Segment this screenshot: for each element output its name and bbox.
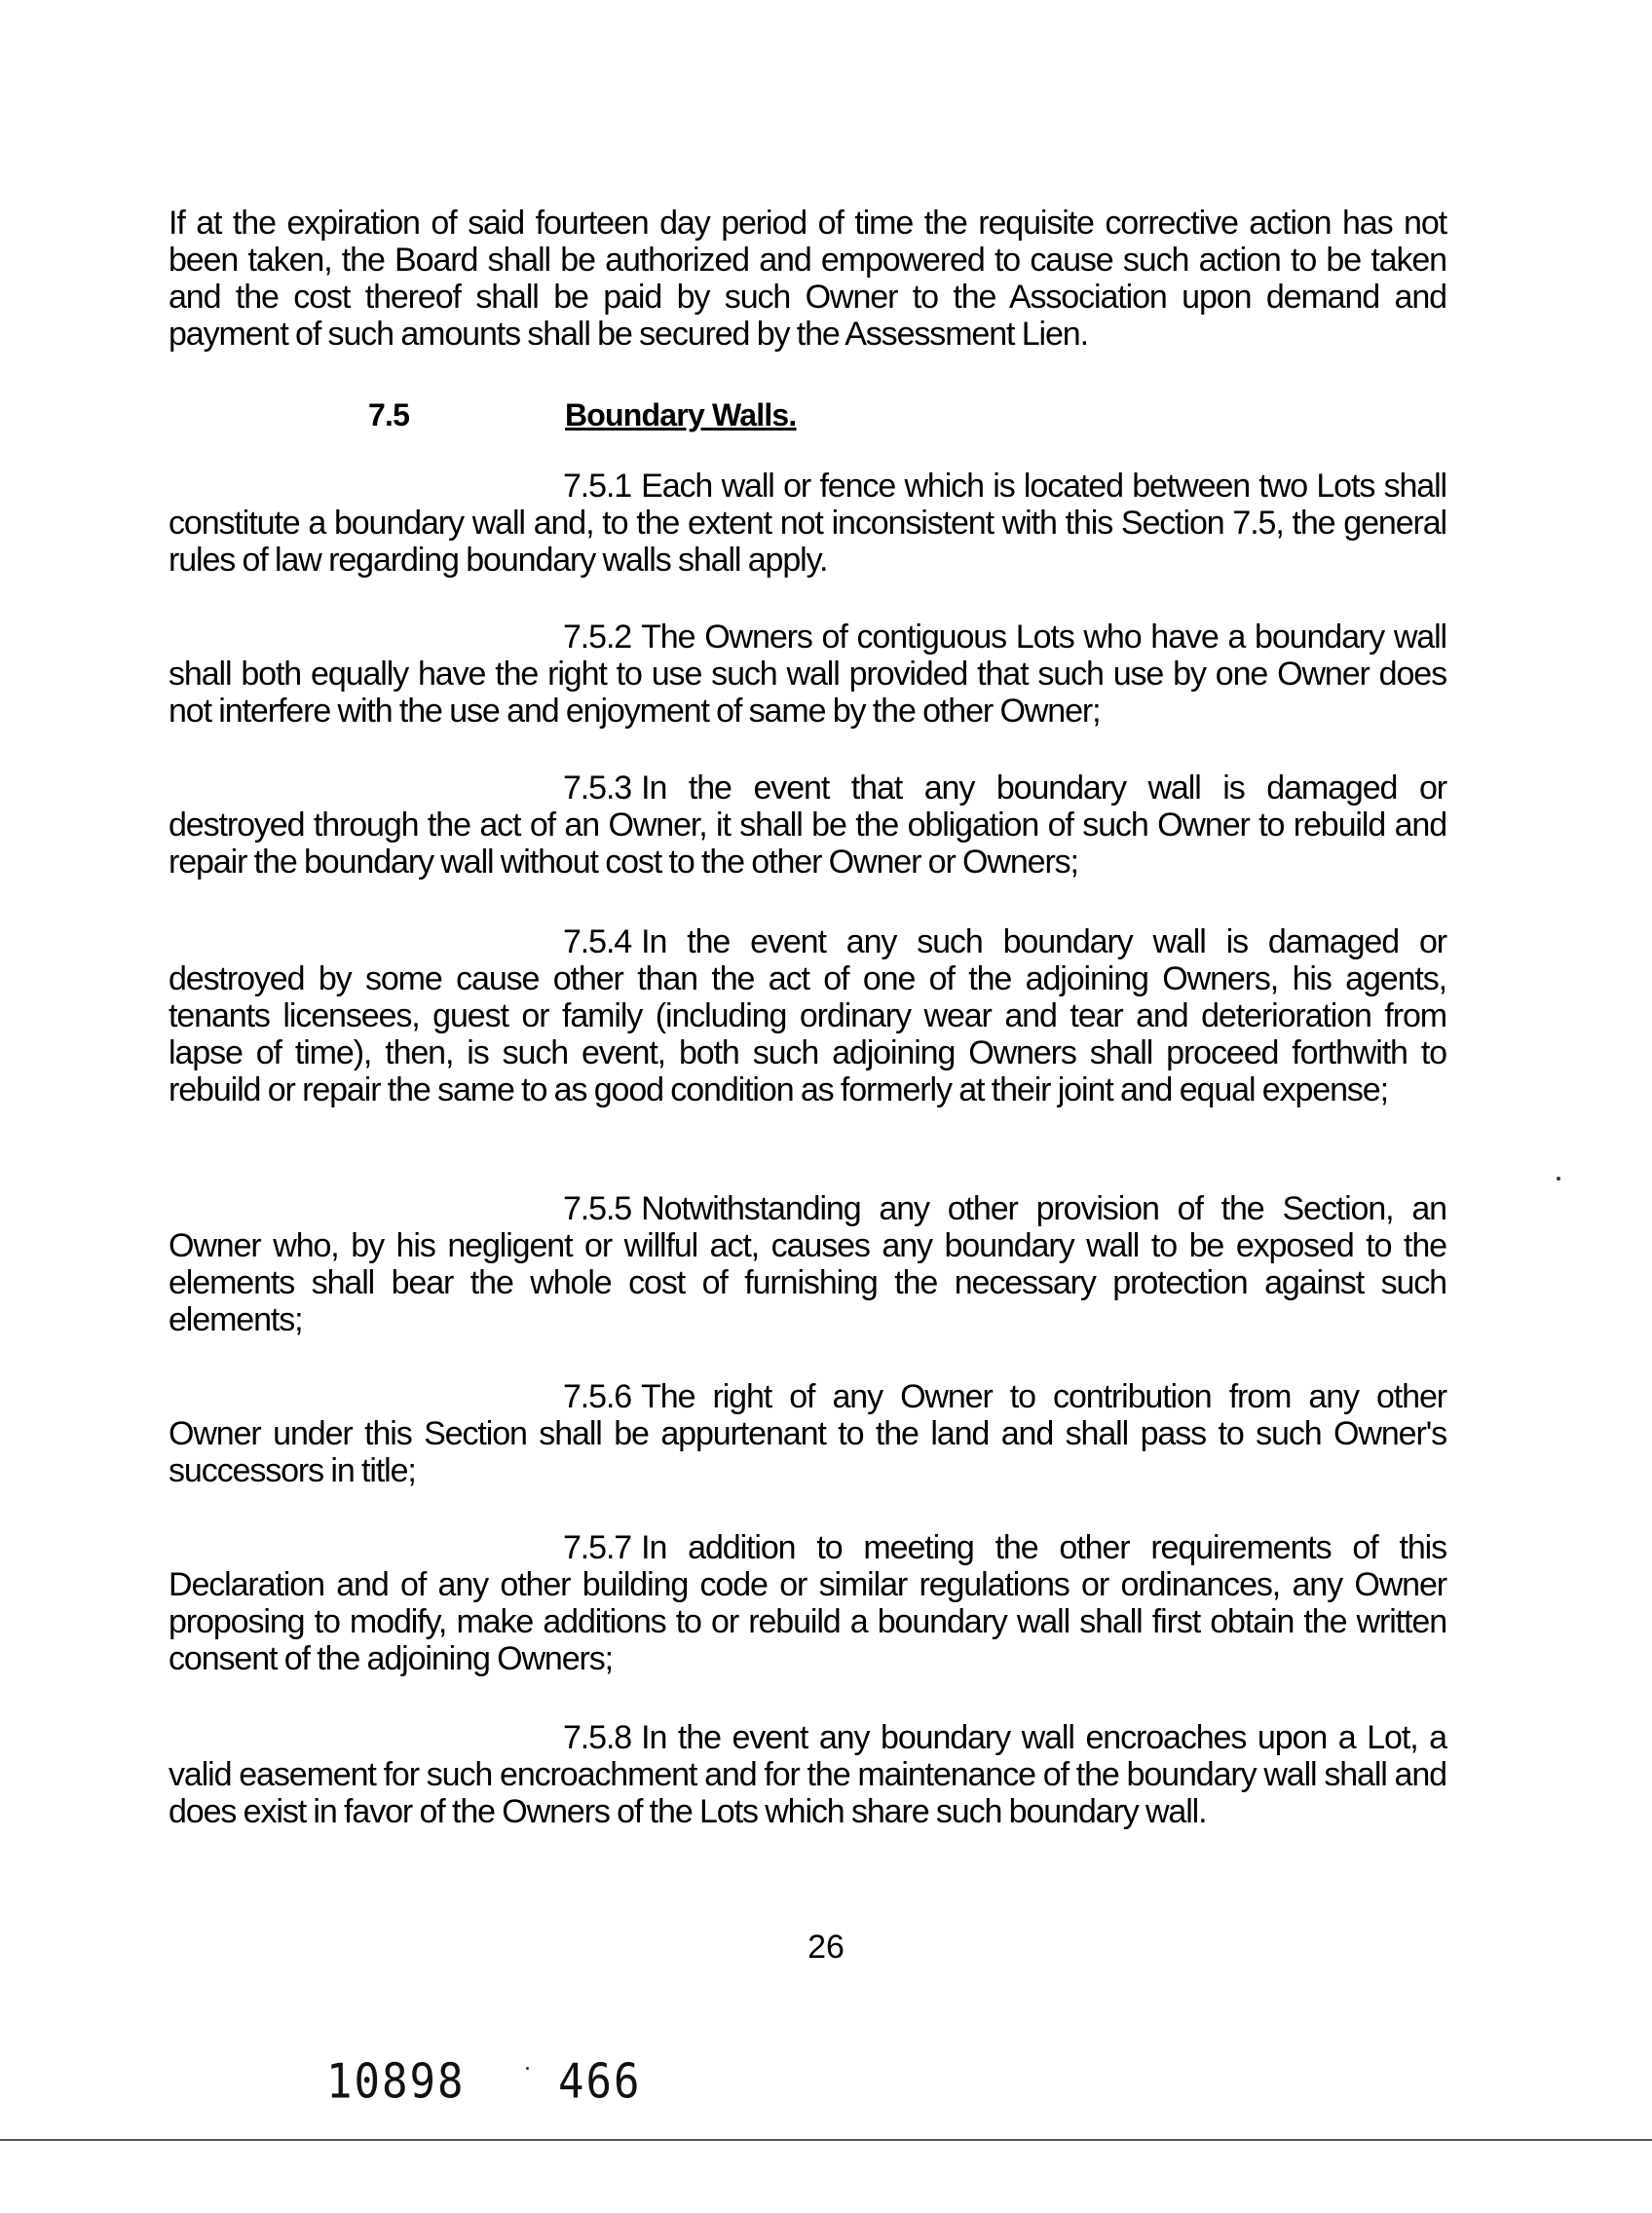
subsection-text: The right of any Owner to contribution from any other Owner under this Section shall be appurtenant to the land and shall pass to such Owner's successors in title; <box>169 1378 1446 1489</box>
subsection-7-5-8 <box>169 1719 1446 1830</box>
scan-speck <box>526 2067 529 2070</box>
subsection-7-5-7 <box>169 1529 1446 1677</box>
recording-stamp-page: 466 <box>558 2053 642 2111</box>
subsection-number: 7.5.1 <box>563 468 632 505</box>
subsection-7-5-6 <box>169 1378 1446 1489</box>
intro-paragraph-text: If at the expiration of said fourteen day period of time the requisite corrective action has not been taken, the Board shall be authorized and empowered to cause such action to be taken and the cost thereof shall be paid by such Owner to the Association upon demand and payment of such amounts shall be secured by the Assessment Lien. <box>169 205 1446 353</box>
section-heading <box>0 397 1652 436</box>
subsection-text: Each wall or fence which is located between two Lots shall constitute a boundary wall and, to the extent not inconsistent with this Section 7.5, the general rules of law regarding boundary walls shall apply. <box>169 468 1446 579</box>
subsection-text: In the event that any boundary wall is damaged or destroyed through the act of an Owner, it shall be the obligation of such Owner to rebuild and repair the boundary wall without cost to the other Owner or Owners; <box>169 769 1446 881</box>
page-number: 26 <box>807 1929 845 1966</box>
subsection-text: In the event any such boundary wall is damaged or destroyed by some cause other than the act of one of the adjoining Owners, his agents, tenants licensees, guest or family (including ordinary wear and tear and deterioration from lapse of time), then, is such event, both such adjoining Owners shall proceed forthwith to rebuild or repair the same to as good condition as formerly at their joint and equal expense; <box>169 923 1446 1108</box>
section-title: Boundary Walls. <box>565 397 797 432</box>
subsection-7-5-3 <box>169 769 1446 881</box>
section-number: 7.5 <box>368 397 410 432</box>
subsection-number: 7.5.2 <box>563 619 632 656</box>
subsection-7-5-5 <box>169 1190 1446 1338</box>
scan-speck <box>1557 1177 1560 1181</box>
recording-stamp-book: 10898 <box>326 2053 466 2111</box>
subsection-number: 7.5.6 <box>563 1378 632 1415</box>
subsection-number: 7.5.8 <box>563 1719 632 1756</box>
subsection-text: In the event any boundary wall encroaches upon a Lot, a valid easement for such encroachment and for the maintenance of the boundary wall shall and does exist in favor of the Owners of the Lots which share such boundary wall. <box>169 1719 1446 1830</box>
subsection-7-5-1 <box>169 468 1446 579</box>
subsection-number: 7.5.7 <box>563 1529 632 1566</box>
intro-paragraph <box>169 205 1446 353</box>
bottom-scan-rule <box>0 2139 1652 2141</box>
subsection-text: Notwithstanding any other provision of the Section, an Owner who, by his negligent or willful act, causes any boundary wall to be exposed to the elements shall bear the whole cost of furnishing the necessary protection against such elements; <box>169 1190 1446 1338</box>
subsection-text: The Owners of contiguous Lots who have a boundary wall shall both equally have the right to use such wall provided that such use by one Owner does not interfere with the use and enjoyment of same by the other Owner; <box>169 619 1446 730</box>
subsection-7-5-2 <box>169 619 1446 730</box>
subsection-number: 7.5.3 <box>563 769 632 806</box>
subsection-number: 7.5.4 <box>563 923 632 960</box>
subsection-text: In addition to meeting the other requirements of this Declaration and of any other building code or similar regulations or ordinances, any Owner proposing to modify, make additions to or rebuild a boundary wall shall first obtain the written consent of the adjoining Owners; <box>169 1529 1446 1677</box>
subsection-7-5-4 <box>169 923 1446 1108</box>
subsection-number: 7.5.5 <box>563 1190 632 1227</box>
